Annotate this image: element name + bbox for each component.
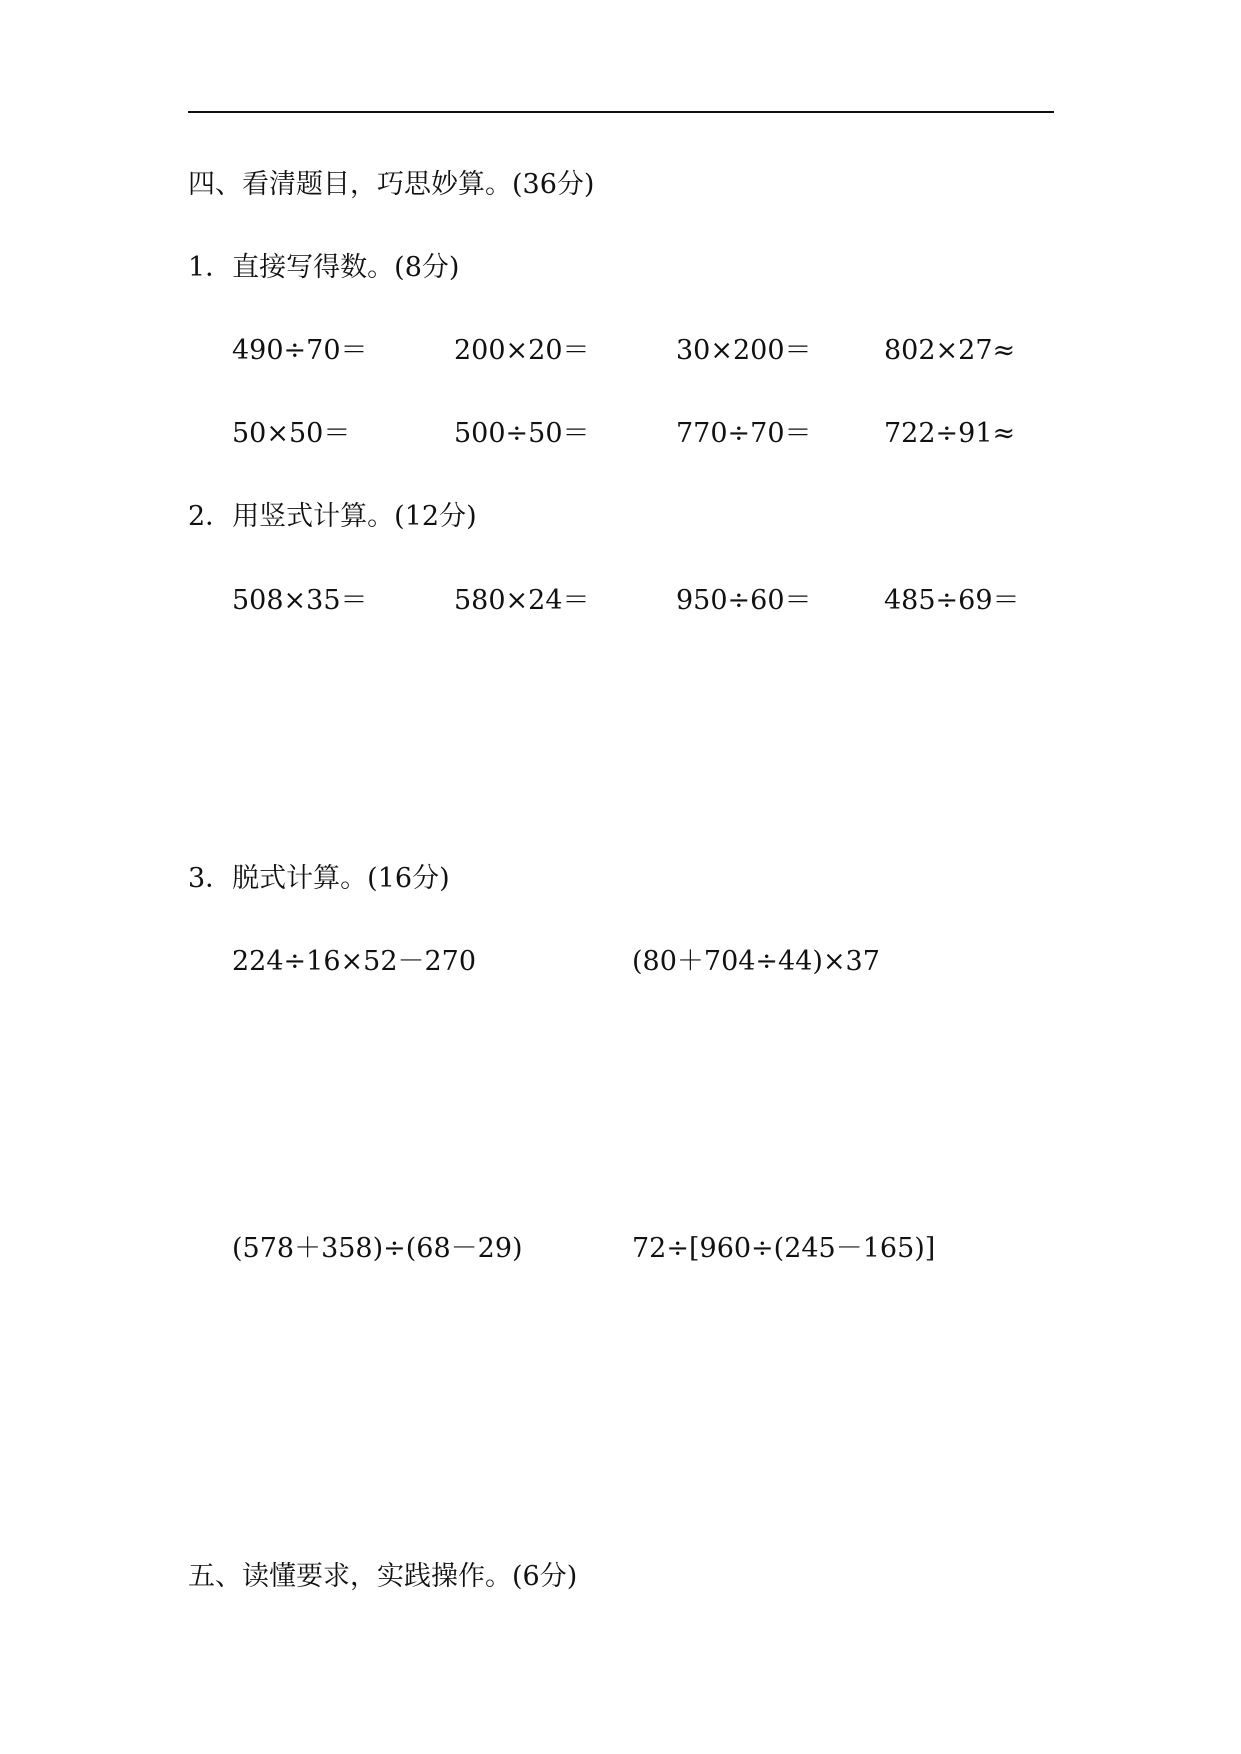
q1-item-1: 490÷70＝: [232, 335, 368, 366]
question-2-title: 2．用竖式计算。(12分): [188, 501, 477, 532]
q3-item-2: (80＋704÷44)×37: [632, 946, 880, 977]
q2-item-3: 950÷60＝: [676, 585, 812, 616]
question-3-title: 3．脱式计算。(16分): [188, 863, 450, 894]
q1-item-4: 802×27≈: [884, 335, 1016, 366]
section-4-title: 四、看清题目，巧思妙算。(36分): [188, 169, 595, 200]
q1-item-5: 50×50＝: [232, 418, 351, 449]
q1-item-6: 500÷50＝: [454, 418, 590, 449]
q1-item-8: 722÷91≈: [884, 418, 1016, 449]
q3-item-4: 72÷[960÷(245－165)]: [632, 1233, 936, 1264]
question-1-title: 1．直接写得数。(8分): [188, 252, 460, 283]
q3-item-1: 224÷16×52－270: [232, 946, 477, 977]
q2-item-1: 508×35＝: [232, 585, 368, 616]
q2-item-2: 580×24＝: [454, 585, 590, 616]
q1-item-7: 770÷70＝: [676, 418, 812, 449]
q1-item-3: 30×200＝: [676, 335, 812, 366]
header-rule: [188, 111, 1054, 113]
q3-item-3: (578＋358)÷(68－29): [232, 1233, 523, 1264]
q1-item-2: 200×20＝: [454, 335, 590, 366]
q2-item-4: 485÷69＝: [884, 585, 1020, 616]
section-5-title: 五、读懂要求，实践操作。(6分): [188, 1561, 578, 1592]
